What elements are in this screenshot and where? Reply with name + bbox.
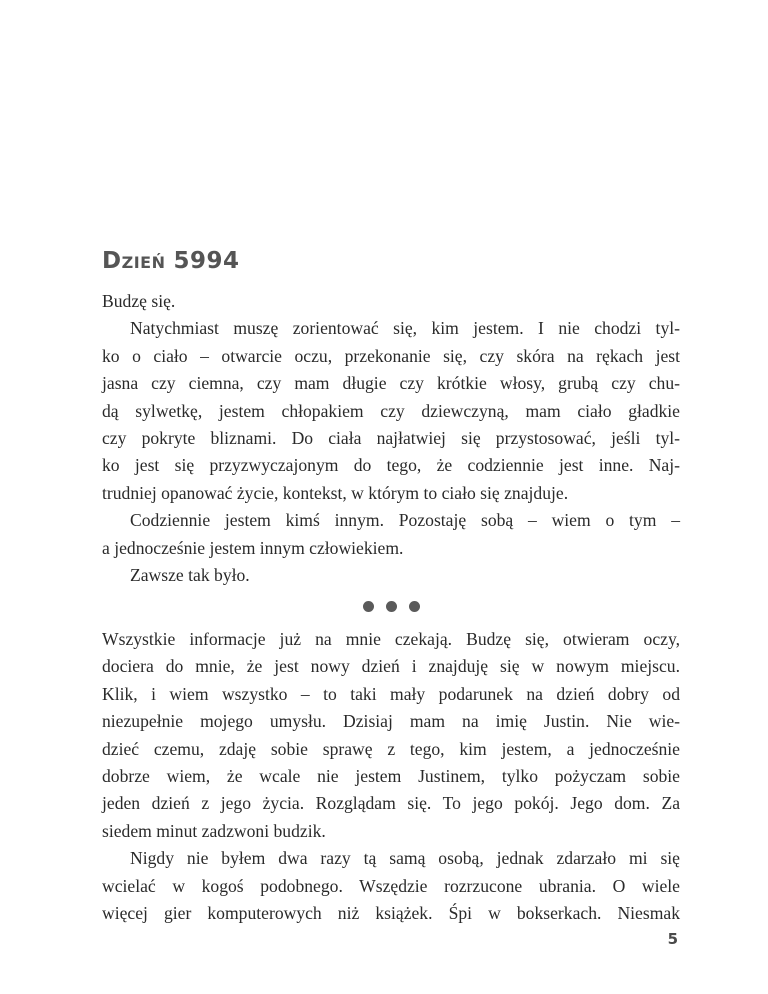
text-line: czy pokryte bliznami. Do ciała najłatwiej się przystosować, jeśli tyl- [102,428,680,449]
text-line: wcielać w kogoś podobnego. Wszędzie rozrzucone ubrania. O wiele [102,875,680,896]
text-line: ko o ciało – otwarcie oczu, przekonanie się, czy skóra na rękach jest [102,345,680,366]
chapter-title [102,246,239,276]
text-line: Natychmiast muszę zorientować się, kim jestem. I nie chodzi tyl- [130,318,680,339]
text-line: ko jest się przyzwyczajonym do tego, że codziennie jest inne. Naj- [102,455,680,476]
text-line: Zawsze tak było. [130,565,250,586]
separator-dot [386,601,397,612]
text-line: Klik, i wiem wszystko – to taki mały podarunek na dzień dobry od [102,683,680,704]
separator-dot [409,601,420,612]
chapter-title-word: Dzień [102,248,166,274]
text-line: jeden dzień z jego życia. Rozglądam się. To jego pokój. Jego dom. Za [102,793,680,814]
text-line: dociera do mnie, że jest nowy dzień i znajduję się w nowym miejscu. [102,656,680,677]
book-page [102,0,680,994]
text-line: Codziennie jestem kimś innym. Pozostaję sobą – wiem o tym – [130,510,680,531]
text-line: dą sylwetkę, jestem chłopakiem czy dziewczyną, mam ciało gładkie [102,400,680,421]
text-line: siedem minut zadzwoni budzik. [102,820,326,841]
section-separator [102,601,680,615]
section-2-text [102,626,680,927]
text-line: Budzę się. [102,291,176,311]
text-line: jasna czy ciemna, czy mam długie czy krótkie włosy, grubą czy chu- [102,373,680,394]
chapter-title-number: 5994 [173,248,240,274]
text-line: dobrze wiem, że wcale nie jestem Justinem, tylko pożyczam sobie [102,766,680,787]
text-line: więcej gier komputerowych niż książek. Śpi w bokserkach. Niesmak [102,903,680,924]
section-1-text [102,288,680,589]
page-number: 5 [667,930,678,948]
text-line: a jednocześnie jestem innym człowiekiem. [102,537,404,558]
text-line: trudniej opanować życie, kontekst, w którym to ciało się znajduje. [102,482,569,503]
separator-dot [363,601,374,612]
text-line: niezupełnie mojego umysłu. Dzisiaj mam na imię Justin. Nie wie- [102,711,680,732]
text-line: Wszystkie informacje już na mnie czekają. Budzę się, otwieram oczy, [102,629,680,649]
text-line: Nigdy nie byłem dwa razy tą samą osobą, jednak zdarzało mi się [130,848,680,869]
text-line: dzieć czemu, zdaję sobie sprawę z tego, kim jestem, a jednocześnie [102,738,680,759]
